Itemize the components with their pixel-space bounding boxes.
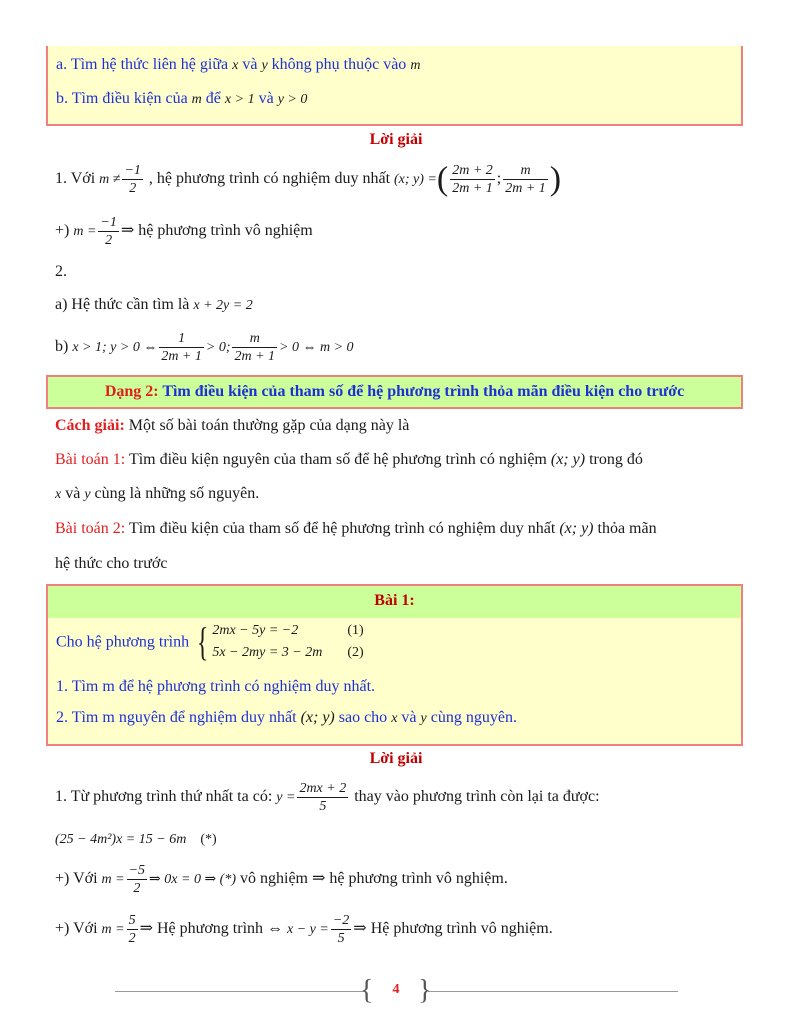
- fraction: $\frac{m}{2m + 1}$: [234, 330, 276, 364]
- fraction: $\frac{-2}{5}$: [332, 912, 350, 946]
- solution-heading-2: Lời giải: [369, 750, 423, 767]
- footer-bracket-right: }: [418, 975, 432, 1006]
- problem-box-top: [46, 46, 743, 126]
- solution-1-line-2: +) m = $\frac{-1}{2}$ ⇒ hệ phương trình vô nghiệm: [55, 214, 313, 248]
- solution-1-line-4: a) Hệ thức cần tìm là x + 2y = 2: [55, 296, 253, 313]
- fraction: $\frac{1}{2m + 1}$: [161, 330, 202, 364]
- footer-rule-right: [428, 991, 678, 992]
- question-a: a. Tìm hệ thức liên hệ giữa x và y không phụ thuộc vào m: [56, 56, 421, 73]
- fraction: $\frac{m}{2m + 1}$: [505, 162, 546, 196]
- fraction: $\frac{-1}{2}$: [100, 214, 117, 248]
- exercise-title-bar: Bài 1:: [48, 586, 741, 618]
- fraction: $\frac{2m + 2}{2m + 1}$: [452, 162, 493, 196]
- equation-system: 2mx − 5y = −2 (1) 5x − 2my = 3 − 2m (2): [212, 623, 364, 661]
- question-b: b. Tìm điều kiện của m để x > 1 và y > 0: [56, 90, 308, 107]
- problem-type-2: Bài toán 2: Tìm điều kiện của tham số để hệ phương trình có nghiệm duy nhất (x; y) thỏa mãn: [55, 520, 657, 537]
- solution-1-line-3: 2.: [55, 263, 67, 280]
- fraction: $\frac{5}{2}$: [128, 912, 136, 946]
- solution-2-line-4: +) Với m = $\frac{5}{2}$ ⇒ Hệ phương trình ⇔ x − y = $\frac{-2}{5}$ ⇒ Hệ phương trình vô nghiệm.: [55, 912, 553, 946]
- problem-type-2-cont: hệ thức cho trước: [55, 555, 168, 572]
- fraction: $\frac{2mx + 2}{5}$: [299, 780, 347, 814]
- footer-rule-left: [115, 991, 365, 992]
- footer-bracket-left: {: [360, 975, 374, 1006]
- solution-1-line-5: b) x > 1; y > 0 ⇔ $\frac{1}{2m + 1}$ > 0; $\frac{m}{2m + 1}$ > 0 ⇔ m > 0: [55, 330, 354, 364]
- fraction: $\frac{-1}{2}$: [124, 162, 141, 196]
- exercise-question-2: 2. Tìm m nguyên để nghiệm duy nhất (x; y) sao cho x và y cùng nguyên.: [56, 709, 517, 726]
- solution-2-line-2: (25 − 4m²)x = 15 − 6m (*): [55, 832, 217, 847]
- page-number: 4: [392, 982, 400, 997]
- solution-1-line-1: 1. Với m ≠ $\frac{-1}{2}$ , hệ phương trình có nghiệm duy nhất (x; y) =( $\frac{2m + 2}{2m + 1}$ ; $\frac{m}{2m + 1}$ ): [55, 160, 562, 198]
- method-line: Cách giải: Một số bài toán thường gặp của dạng này là: [55, 417, 410, 434]
- solution-heading-1: Lời giải: [369, 131, 423, 148]
- system-brace: {: [196, 619, 209, 665]
- exercise-intro: Cho hệ phương trình { 2mx − 5y = −2 (1) 5x − 2my = 3 − 2m (2): [56, 619, 364, 665]
- solution-2-line-3: +) Với m = $\frac{-5}{2}$ ⇒ 0x = 0 ⇒ (*) vô nghiệm ⇒ hệ phương trình vô nghiệm.: [55, 862, 508, 896]
- solution-2-line-1: 1. Từ phương trình thứ nhất ta có: y = $\frac{2mx + 2}{5}$ thay vào phương trình còn lại ta được:: [55, 780, 600, 814]
- problem-type-1: Bài toán 1: Tìm điều kiện nguyên của tham số để hệ phương trình có nghiệm (x; y) trong đó: [55, 451, 643, 468]
- exercise-question-1: 1. Tìm m để hệ phương trình có nghiệm duy nhất.: [56, 678, 376, 695]
- exercise-box-bai-1: [46, 584, 743, 746]
- section-header-dang-2: Dạng 2: Tìm điều kiện của tham số để hệ phương trình thỏa mãn điều kiện cho trước: [46, 375, 743, 409]
- fraction: $\frac{-5}{2}$: [128, 862, 146, 896]
- problem-type-1-cont: x và y cùng là những số nguyên.: [55, 485, 260, 502]
